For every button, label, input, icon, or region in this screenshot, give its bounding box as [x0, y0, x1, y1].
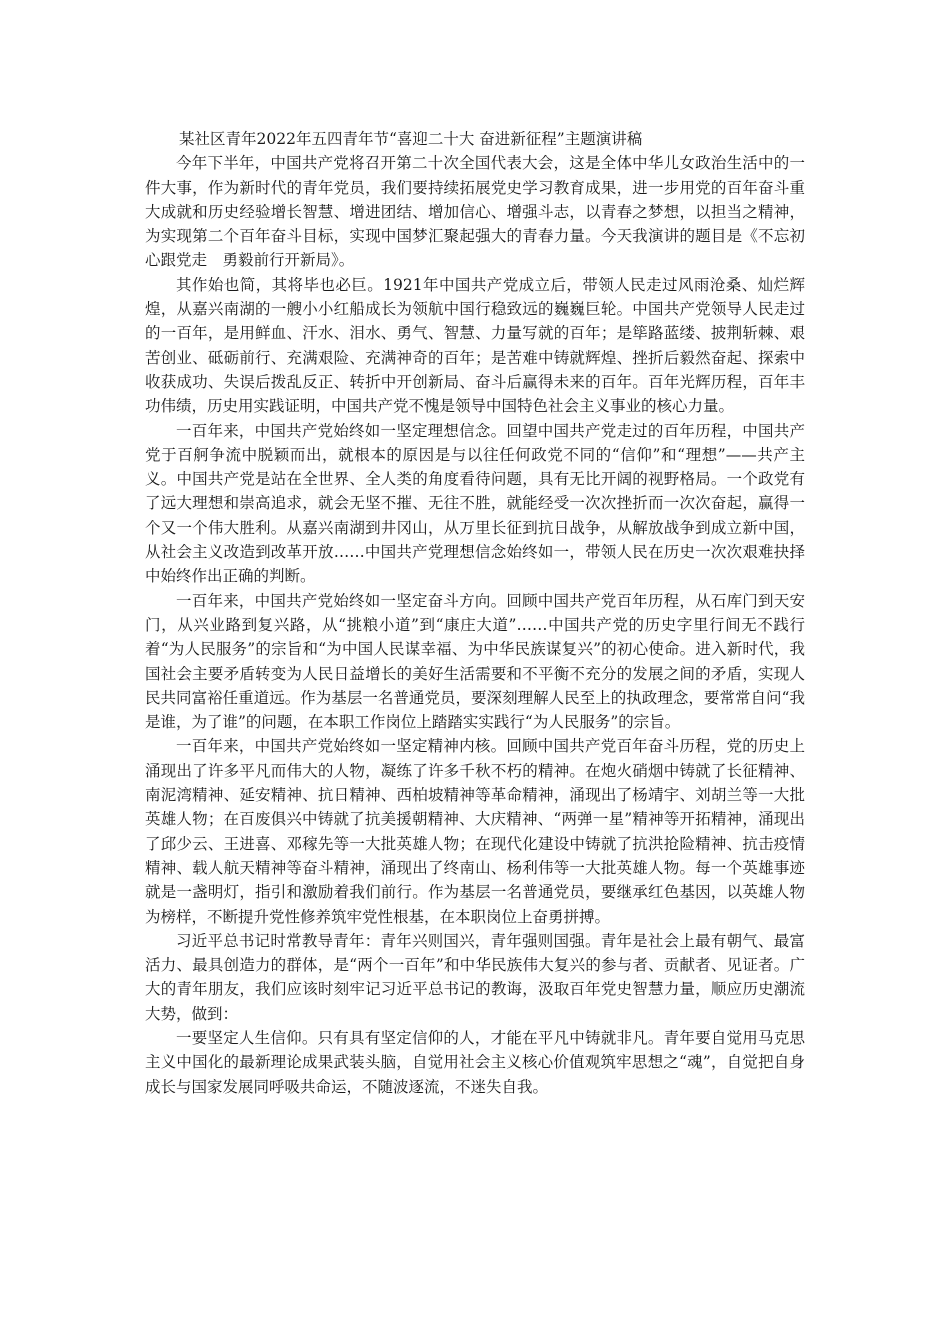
paragraph-ideals: 一百年来，中国共产党始终如一坚定理想信念。回望中国共产党走过的百年历程，中国共产党于百舸争流中脱颖而出，就根本的原因是与以往任何政党不同的“信仰”和“理想”——共产主义。中国共产党是站在全世界、全人类的角度看待问题，具有无比开阔的视野格局。一个政党有了远大理想和崇高追求，就会无坚不摧、无往不胜，就能经受一次次挫折而一次次奋起，赢得一个又一个伟大胜利。从嘉兴南湖到井冈山，从万里长征到抗日战争，从解放战争到成立新中国，从社会主义改造到改革开放……中国共产党理想信念始终如一，带领人民在历史一次次艰难抉择中始终作出正确的判断。: [145, 421, 805, 586]
paragraph-direction: 一百年来，中国共产党始终如一坚定奋斗方向。回顾中国共产党百年历程，从石库门到天安门，从兴业路到复兴路，从“挑粮小道”到“康庄大道”……中国共产党的历史字里行间无不践行着“为人民服务”的宗旨和“为中国人民谋幸福、为中华民族谋复兴”的初心使命。进入新时代，我国社会主要矛盾转变为人民日益增长的美好生活需要和不平衡不充分的发展之间的矛盾，实现人民共同富裕任重道远。作为基层一名普通党员，要深刻理解人民至上的执政理念，要常常自问“我是谁，为了谁”的问题，在本职工作岗位上踏踏实实践行“为人民服务”的宗旨。: [145, 591, 805, 732]
document-title: 某社区青年2022年五四青年节“喜迎二十大 奋进新征程”主题演讲稿: [179, 130, 643, 148]
paragraph-belief: 一要坚定人生信仰。只有具有坚定信仰的人，才能在平凡中铸就非凡。青年要自觉用马克思主义中国化的最新理论成果武装头脑，自觉用社会主义核心价值观筑牢思想之“魂”，自觉把自身成长与国家发展同呼吸共命运，不随波逐流，不迷失自我。: [145, 1028, 805, 1096]
paragraph-spirit: 一百年来，中国共产党始终如一坚定精神内核。回顾中国共产党百年奋斗历程，党的历史上涌现出了许多平凡而伟大的人物，凝练了许多千秋不朽的精神。在炮火硝烟中铸就了长征精神、南泥湾精神、延安精神、抗日精神、西柏坡精神等革命精神，涌现出了杨靖宇、刘胡兰等一大批英雄人物；在百废俱兴中铸就了抗美援朝精神、大庆精神、“两弹一星”精神等开拓精神，涌现出了邱少云、王进喜、邓稼先等一大批英雄人物；在现代化建设中铸就了抗洪抢险精神、抗击疫情精神、载人航天精神等奋斗精神，涌现出了终南山、杨利伟等一大批英雄人物。每一个英雄事迹就是一盏明灯，指引和激励着我们前行。作为基层一名普通党员，要继承红色基因，以英雄人物为榜样，不断提升党性修养筑牢党性根基，在本职岗位上奋勇拼搏。: [145, 737, 805, 926]
paragraph-history: 其作始也简，其将毕也必巨。1921年中国共产党成立后，带领人民走过风雨沧桑、灿烂辉煌，从嘉兴南湖的一艘小小红船成长为领航中国行稳致远的巍巍巨轮。中国共产党领导人民走过的一百年，是用鲜血、汗水、泪水、勇气、智慧、力量写就的百年；是筚路蓝缕、披荆斩棘、艰苦创业、砥砺前行、充满艰险、充满神奇的百年；是苦难中铸就辉煌、挫折后毅然奋起、探索中收获成功、失误后拨乱反正、转折中开创新局、奋斗后赢得未来的百年。百年光辉历程，百年丰功伟绩，历史用实践证明，中国共产党不愧是领导中国特色社会主义事业的核心力量。: [145, 275, 805, 416]
paragraph-youth: 习近平总书记时常教导青年：青年兴则国兴，青年强则国强。青年是社会上最有朝气、最富活力、最具创造力的群体，是“两个一百年”和中华民族伟大复兴的参与者、贡献者、见证者。广大的青年朋友，我们应该时刻牢记习近平总书记的教诲，汲取百年党史智慧力量，顺应历史潮流大势，做到：: [145, 931, 805, 1023]
document-page: [145, 127, 805, 1099]
paragraph-intro: 今年下半年，中国共产党将召开第二十次全国代表大会，这是全体中华儿女政治生活中的一件大事，作为新时代的青年党员，我们要持续拓展党史学习教育成果，进一步用党的百年奋斗重大成就和历史经验增长智慧、增进团结、增加信心、增强斗志，以青春之梦想，以担当之精神，为实现第二个百年奋斗目标，实现中国梦汇聚起强大的青春力量。今天我演讲的题目是《不忘初心跟党走 勇毅前行开新局》。: [145, 154, 805, 270]
